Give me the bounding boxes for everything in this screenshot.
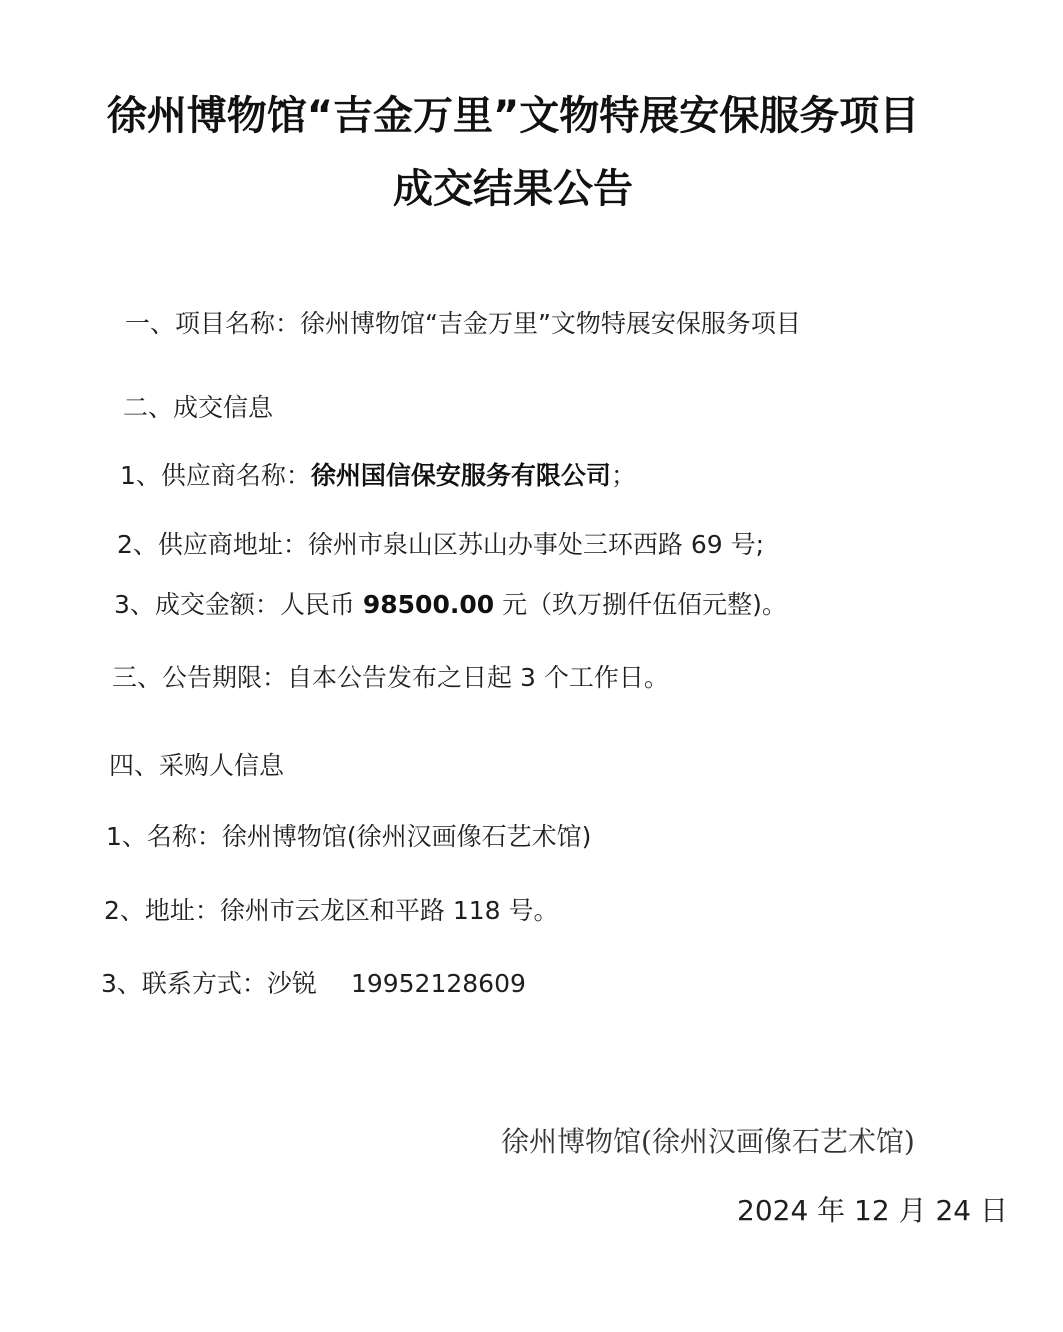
issuer-organization: 徐州博物馆(徐州汉画像石艺术馆): [501, 1125, 915, 1158]
purchaser-address-row: [104, 895, 559, 927]
purchaser-name-label: 1、名称：: [106, 822, 222, 851]
project-name-row: [125, 308, 801, 340]
deal-amount-row: [114, 589, 787, 621]
notice-period-row: [112, 662, 669, 694]
purchaser-address-value: 徐州市云龙区和平路 118 号。: [219, 896, 559, 925]
supplier-address-value: 徐州市泉山区苏山办事处三环西路 69 号;: [307, 530, 765, 559]
contact-label: 3、联系方式：: [101, 969, 267, 998]
deal-amount-label: 3、成交金额：: [114, 590, 280, 619]
supplier-name-row: [120, 460, 636, 492]
supplier-address-row: [117, 529, 764, 561]
notice-period-label: 三、公告期限：: [112, 663, 288, 692]
project-name-label: 一、项目名称：: [125, 309, 301, 338]
project-name-value: 徐州博物馆“吉金万里”文物特展安保服务项目: [300, 309, 801, 338]
deal-amount-suffix: 元（玖万捌仟伍佰元整)。: [494, 590, 787, 619]
contact-phone: 19952128609: [350, 969, 526, 998]
supplier-name-suffix: ；: [610, 461, 636, 490]
purchaser-name-value: 徐州博物馆(徐州汉画像石艺术馆): [221, 822, 592, 851]
contact-row: [101, 968, 526, 1000]
purchaser-info-heading: 四、采购人信息: [109, 751, 285, 780]
document-title-line2: 成交结果公告: [393, 166, 633, 212]
purchaser-address-label: 2、地址：: [104, 896, 220, 925]
supplier-name-label: 1、供应商名称：: [120, 461, 311, 490]
issue-date: 2024 年 12 月 24 日: [737, 1194, 1009, 1227]
deal-amount-value: 98500.00: [362, 590, 495, 619]
contact-person: 沙锐: [266, 969, 317, 998]
supplier-address-label: 2、供应商地址：: [117, 530, 308, 559]
deal-amount-prefix: 人民币: [279, 590, 363, 619]
supplier-name-value: 徐州国信保安服务有限公司: [310, 461, 611, 490]
document-title-line1: 徐州博物馆“吉金万里”文物特展安保服务项目: [106, 93, 920, 139]
purchaser-name-row: [106, 821, 591, 853]
notice-period-value: 自本公告发布之日起 3 个工作日。: [287, 663, 669, 692]
deal-info-heading: 二、成交信息: [123, 393, 274, 422]
